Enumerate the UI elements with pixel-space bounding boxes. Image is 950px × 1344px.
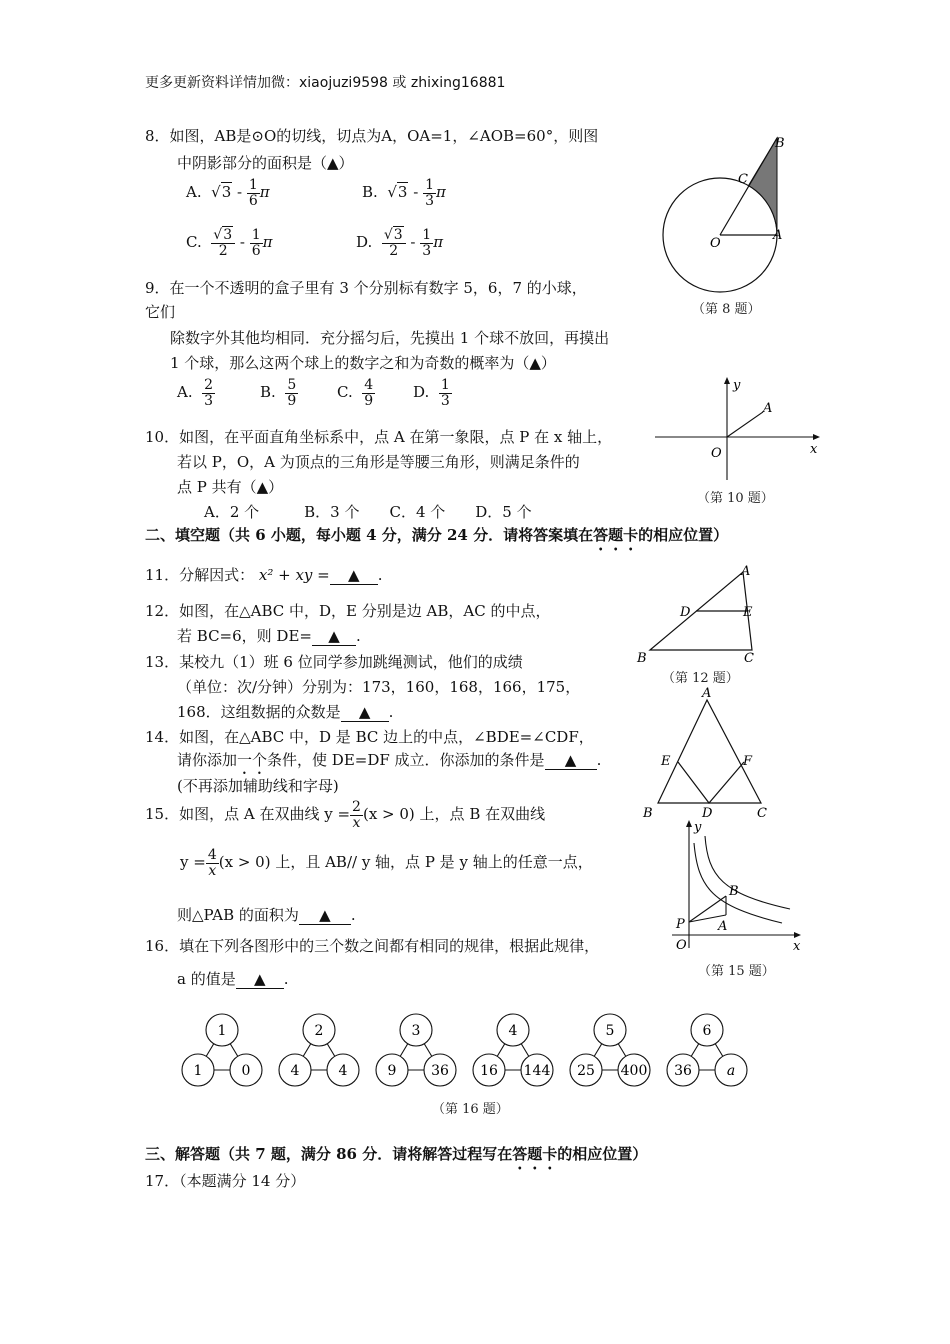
q14-label-e: E xyxy=(661,754,671,769)
q10-label-x: x xyxy=(810,442,818,457)
q16-node-value: 4 xyxy=(338,1063,348,1079)
q14-label-c: C xyxy=(757,806,767,821)
q16-figure xyxy=(175,1008,765,1093)
q16-node-value: 1 xyxy=(193,1063,203,1079)
q17: 17．（本题满分 14 分） xyxy=(145,1172,306,1190)
q16-node-value: 3 xyxy=(411,1023,421,1039)
q16-node-value: 6 xyxy=(702,1023,712,1039)
q16-node-value: 25 xyxy=(577,1063,595,1079)
q15-label-y: y xyxy=(694,820,702,835)
q16-node-value: 4 xyxy=(508,1023,518,1039)
q12-label-e: E xyxy=(743,605,753,620)
q15-line2: y = $\frac{4}{x}$ (x > 0) 上，且 AB// y 轴，点 P 是 y 轴上的任意一点， xyxy=(180,847,593,879)
q15-figure xyxy=(672,818,812,953)
q16-caption: （第 16 题） xyxy=(432,1102,509,1117)
q8-line1: 8．如图，AB是⊙O的切线，切点为A，OA=1，∠AOB=60°，则图 xyxy=(145,127,599,145)
q15-label-p: P xyxy=(676,917,685,932)
q16-node-value: 2 xyxy=(314,1023,324,1039)
q10-label-o: O xyxy=(711,446,722,461)
q16-node-value: 4 xyxy=(290,1063,300,1079)
q16-node-value: 1 xyxy=(217,1023,227,1039)
q14-label-f: F xyxy=(743,754,753,769)
q8-caption: （第 8 题） xyxy=(692,302,761,317)
section3-heading: 三、解答题（共 7 题，满分 86 分．请将解答过程写在答题卡的相应位置） xyxy=(145,1145,648,1163)
q12-line1: 12．如图，在△ABC 中，D，E 分别是边 AB，AC 的中点， xyxy=(145,602,551,620)
q10-line2: 若以 P，O，A 为顶点的三角形是等腰三角形，则满足条件的 xyxy=(177,453,580,471)
q15-label-x: x xyxy=(793,939,801,954)
q14-label-b: B xyxy=(643,806,653,821)
q15-line1: 15．如图，点 A 在双曲线 y = $\frac{2}{x}$ (x > 0) 上，点 B 在双曲线 xyxy=(145,799,546,831)
q12-caption: （第 12 题） xyxy=(662,671,739,686)
q14-line1: 14．如图，在△ABC 中，D 是 BC 边上的中点，∠BDE=∠CDF， xyxy=(145,728,594,746)
q13-line1: 13．某校九（1）班 6 位同学参加跳绳测试，他们的成绩 xyxy=(145,653,523,671)
q8-option-a: A. √3 - $\frac{1}{6}$ π xyxy=(186,177,270,209)
q9-line4: 1 个球，那么这两个球上的数字之和为奇数的概率为（▲） xyxy=(170,354,556,372)
q16-node-value: 16 xyxy=(480,1063,498,1079)
q14-label-a: A xyxy=(702,686,712,701)
q14-label-d: D xyxy=(702,806,713,821)
q9-option-a: A. $\frac{2}{3}$ xyxy=(177,377,214,409)
q16-node-value: 9 xyxy=(387,1063,397,1079)
q16-node-value: a xyxy=(726,1063,736,1079)
q16-node-value: 5 xyxy=(605,1023,615,1039)
q8-label-c: C xyxy=(738,172,748,187)
q8-option-b: B. √3 - $\frac{1}{3}$ π xyxy=(362,177,446,209)
q10-line3: 点 P 共有（▲） xyxy=(177,478,284,496)
q12-line2: 若 BC=6，则 DE= ▲ . xyxy=(177,627,361,645)
header-note: 更多更新资料详情加微：xiaojuzi9598 或 zhixing16881 xyxy=(145,75,506,91)
q8-label-b: B xyxy=(775,136,785,151)
q10-label-y: y xyxy=(733,378,741,393)
q10-caption: （第 10 题） xyxy=(697,491,774,506)
q9-option-d: D. $\frac{1}{3}$ xyxy=(413,377,450,409)
q14-figure xyxy=(640,683,780,823)
q13-line2: （单位：次/分钟）分别为：173，160，168，166，175， xyxy=(177,678,581,696)
q9-option-b: B. $\frac{5}{9}$ xyxy=(260,377,297,409)
q10-options: A．2 个 B．3 个 C．4 个 D．5 个 xyxy=(204,503,532,521)
q10-line1: 10．如图，在平面直角坐标系中，点 A 在第一象限，点 P 在 x 轴上， xyxy=(145,428,613,446)
q8-option-d: D. $\frac{√3}{2}$ - $\frac{1}{3}$ π xyxy=(356,227,444,259)
q12-figure xyxy=(635,562,765,667)
section2-heading: 二、填空题（共 6 小题，每小题 4 分，满分 24 分．请将答案填在答题卡的相应位置） xyxy=(145,526,729,544)
q15-label-o: O xyxy=(676,938,687,953)
q15-label-b: B xyxy=(729,884,739,899)
q8-line2: 中阴影部分的面积是（▲） xyxy=(177,154,354,172)
q10-figure xyxy=(655,375,825,485)
q8-label-a: A xyxy=(773,228,783,243)
q14-line2: 请你添加一个条件，使 DE=DF 成立．你添加的条件是 ▲ . xyxy=(177,751,602,769)
q10-label-a: A xyxy=(763,401,773,416)
q13-line3: 168．这组数据的众数是 ▲ . xyxy=(177,703,394,721)
q9-line2: 它们 xyxy=(145,303,176,321)
q16-line2: a 的值是 ▲ . xyxy=(177,970,289,988)
q16-line1: 16．填在下列各图形中的三个数之间都有相同的规律，根据此规律， xyxy=(145,937,600,955)
q12-label-b: B xyxy=(637,651,647,666)
q16-node-value: 144 xyxy=(523,1063,551,1079)
q11: 11．分解因式： x² + xy = ▲ . xyxy=(145,566,383,584)
q16-node-value: 36 xyxy=(674,1063,692,1079)
q8-label-o: O xyxy=(710,236,721,251)
q15-line3: 则△PAB 的面积为 ▲ . xyxy=(177,906,356,924)
q15-label-a: A xyxy=(718,919,728,934)
q9-option-c: C. $\frac{4}{9}$ xyxy=(337,377,374,409)
q16-node-value: 0 xyxy=(241,1063,251,1079)
q16-node-value: 400 xyxy=(620,1063,648,1079)
q14-line3: (不再添加辅助线和字母) xyxy=(177,777,339,795)
q9-line1: 9．在一个不透明的盒子里有 3 个分别标有数字 5，6，7 的小球， xyxy=(145,279,587,297)
q8-option-c: C. $\frac{√3}{2}$ - $\frac{1}{6}$ π xyxy=(186,227,273,259)
q16-node-value: 36 xyxy=(431,1063,449,1079)
q8-shaded-region xyxy=(749,138,778,235)
q8-figure xyxy=(660,135,800,295)
q9-line3: 除数字外其他均相同．充分摇匀后，先摸出 1 个球不放回，再摸出 xyxy=(170,329,610,347)
q12-label-d: D xyxy=(680,605,691,620)
q12-label-a: A xyxy=(741,564,751,579)
q15-caption: （第 15 题） xyxy=(698,964,775,979)
q12-label-c: C xyxy=(744,651,754,666)
